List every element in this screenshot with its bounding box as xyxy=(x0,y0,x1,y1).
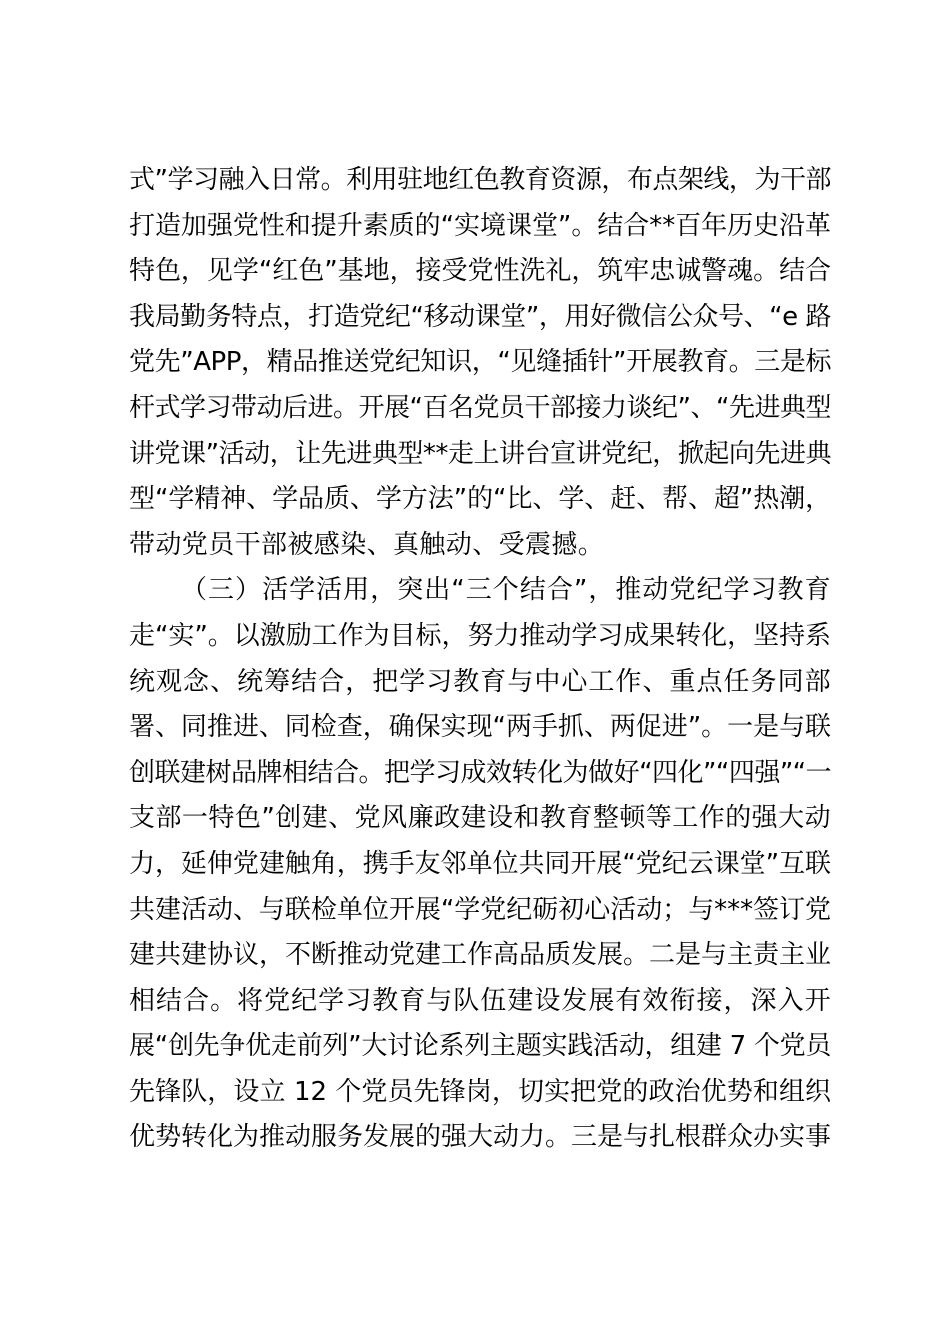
text-line: 带动党员干部被感染、真触动、受震撼。 xyxy=(129,529,605,560)
text-line: （三）活学活用，突出“三个结合”，推动党纪学习教育 xyxy=(181,575,831,606)
text-line: 统观念、统筹结合，把学习教育与中心工作、重点任务同部 xyxy=(129,666,831,697)
text-line: 先锋队，设立 12 个党员先锋岗，切实把党的政治优势和组织 xyxy=(129,1076,831,1107)
paragraph xyxy=(129,158,831,568)
text-line: 共建活动、与联检单位开展“学党纪砺初心活动；与***签订党 xyxy=(129,894,831,925)
text-line: 创联建树品牌相结合。把学习成效转化为做好“四化”“四强”“一 xyxy=(129,757,831,788)
text-line: 优势转化为推动服务发展的强大动力。三是与扎根群众办实事 xyxy=(129,1122,831,1153)
text-line: 杆式学习带动后进。开展“百名党员干部接力谈纪”、“先进典型 xyxy=(129,392,831,423)
text-line: 式”学习融入日常。利用驻地红色教育资源，布点架线，为干部 xyxy=(129,165,831,195)
text-line: 走“实”。以激励工作为目标，努力推动学习成果转化，坚持系 xyxy=(129,620,831,651)
text-line: 型“学精神、学品质、学方法”的“比、学、赶、帮、超”热潮， xyxy=(129,484,831,515)
text-line: 建共建协议，不断推动党建工作高品质发展。二是与主责主业 xyxy=(129,940,831,971)
text-line: 讲党课”活动，让先进典型**走上讲台宣讲党纪，掀起向先进典 xyxy=(129,438,831,469)
text-line: 党先”APP，精品推送党纪知识，“见缝插针”开展教育。三是标 xyxy=(129,347,831,378)
text-line: 我局勤务特点，打造党纪“移动课堂”，用好微信公众号、“e 路 xyxy=(129,301,831,332)
document-body xyxy=(129,158,831,1161)
paragraph xyxy=(129,568,831,1161)
text-line: 打造加强党性和提升素质的“实境课堂”。结合**百年历史沿革 xyxy=(129,210,831,241)
text-line: 署、同推进、同检查，确保实现“两手抓、两促进”。一是与联 xyxy=(129,712,831,743)
text-line: 支部一特色”创建、党风廉政建设和教育整顿等工作的强大动 xyxy=(129,803,831,834)
text-line: 相结合。将党纪学习教育与队伍建设发展有效衔接，深入开 xyxy=(129,985,831,1016)
text-line: 力，延伸党建触角，携手友邻单位共同开展“党纪云课堂”互联 xyxy=(129,848,831,879)
text-line: 特色，见学“红色”基地，接受党性洗礼，筑牢忠诚警魂。结合 xyxy=(129,256,831,287)
text-line: 展“创先争优走前列”大讨论系列主题实践活动，组建 7 个党员 xyxy=(129,1031,831,1062)
